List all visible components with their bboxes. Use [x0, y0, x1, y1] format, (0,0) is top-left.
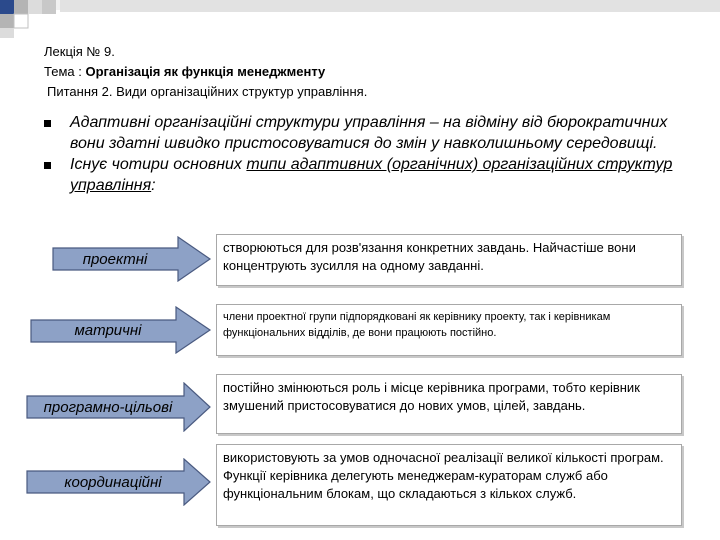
lecture-number: Лекція № 9.: [44, 44, 115, 59]
bullet-text: Адаптивні організаційні структури управління – на відміну від бюрократичних вони здатні швидко пристосовуватися до змін у навколишньому середовищі.: [70, 114, 668, 152]
topic-prefix: Тема :: [44, 64, 86, 79]
deco-square: [0, 14, 14, 28]
deco-square: [14, 14, 28, 28]
bullet-text-prefix: Існує чотири основних: [70, 156, 247, 173]
arrow-label: проектні: [82, 250, 148, 268]
bullet-square-icon: [44, 162, 51, 169]
bullet-text-underlined: типи адаптивних (органічних) організаційних структур управління: [70, 156, 673, 194]
topic-title: Організація як функція менеджменту: [85, 64, 326, 79]
deco-square: [0, 28, 14, 38]
deco-square-blue: [0, 0, 14, 14]
deco-square: [14, 0, 28, 14]
desc-project: створюються для розв'язання конкретних завдань. Найчастіше вони концентрують зусилля на одному завданні.: [216, 234, 682, 286]
question-line: Питання 2. Види організаційних структур управління.: [47, 84, 368, 99]
deco-square: [28, 0, 42, 14]
topic-line: [44, 64, 325, 80]
bullet-square-icon: [44, 120, 51, 127]
desc-coordination: використовують за умов одночасної реалізації великої кількості програм. Функції керівника делегують менеджерам-кураторам служб або функціональним блокам, що складаються з кількох служб.: [216, 444, 682, 526]
bullet-item: [44, 112, 684, 154]
arrow-coordination: [26, 458, 212, 511]
desc-matrix: члени проектної групи підпорядковані як керівнику проекту, так і керівникам функціональних відділів, де вони працюють постійно.: [216, 304, 682, 356]
bullet-text-suffix: :: [151, 177, 156, 194]
arrow-label: програмно-цільові: [43, 398, 173, 416]
bullet-item: [44, 154, 684, 196]
desc-program: постійно змінюються роль і місце керівника програми, тобто керівник змушений пристосовуватися до нових умов, цілей, завдань.: [216, 374, 682, 434]
bullet-list: [44, 112, 684, 196]
arrow-matrix: [30, 306, 212, 359]
deco-square: [42, 0, 56, 14]
arrow-project: [52, 236, 212, 287]
arrow-label: координаційні: [64, 473, 162, 491]
deco-bar: [60, 0, 720, 12]
arrow-program: [26, 382, 212, 437]
arrow-label: матричні: [74, 321, 142, 339]
